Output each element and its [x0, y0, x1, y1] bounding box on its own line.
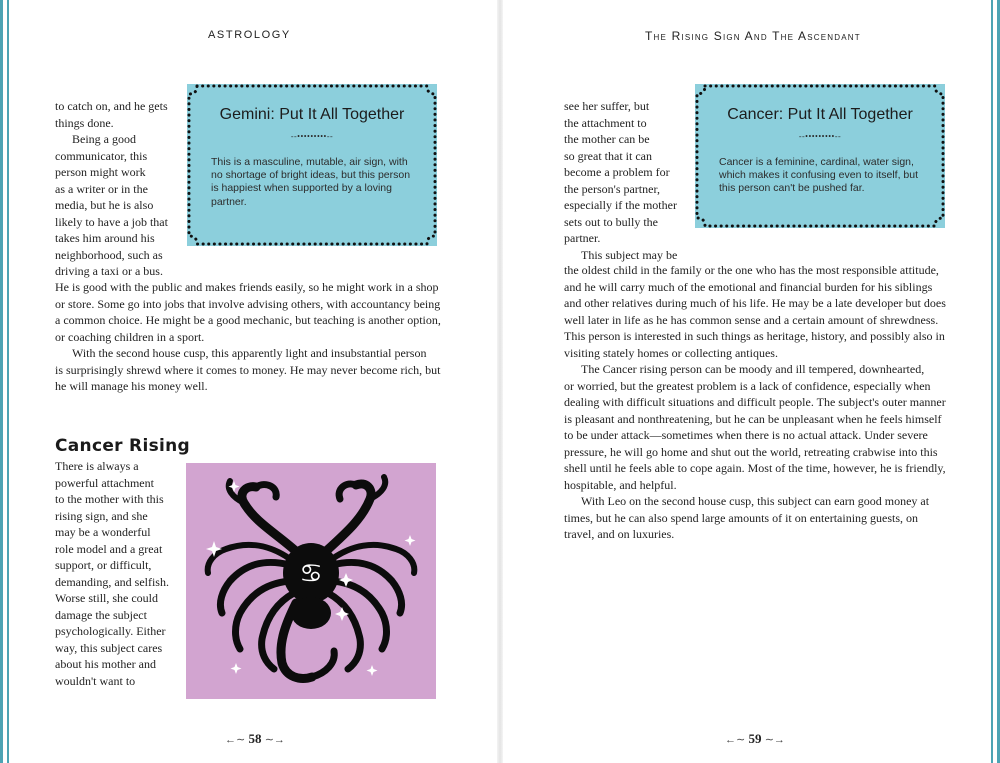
text-line: damage the subject	[55, 607, 147, 622]
page-border-right-inner	[991, 0, 993, 763]
text-line: or coaching children in a sport.	[55, 329, 205, 344]
text-line: to catch on, and he gets	[55, 99, 168, 113]
text-line: Worse still, she could	[55, 591, 159, 605]
text-line: to the mother with this	[55, 492, 164, 506]
text-line: travel, and on luxuries.	[564, 527, 675, 541]
text-line: way, this subject cares	[55, 640, 163, 655]
gemini-sidebar-box	[187, 84, 437, 246]
page-border-left-inner	[7, 0, 9, 763]
text-line: well later in life as he has common sense and a certain amount of shrewdness.	[564, 312, 939, 327]
text-line: This person is interested in such things as heritage, history, and possibly also in	[564, 329, 945, 343]
right-para-2	[564, 262, 954, 543]
folio-ornament-icon: ←∼	[725, 734, 746, 746]
folio-ornament-icon: ←∼	[225, 734, 246, 746]
text-line: There is always a	[55, 459, 139, 473]
left-para-1	[55, 98, 185, 280]
text-line: role model and a great	[55, 541, 163, 556]
text-line: a common choice. He might be a good mechanic, but teaching is another option,	[55, 313, 441, 327]
text-line: become a problem for	[564, 165, 670, 179]
text-line: the person's partner,	[564, 181, 660, 196]
text-line: may be a wonderful	[55, 525, 151, 539]
cancer-sidebar-box	[695, 84, 945, 228]
page-number: 58	[248, 731, 262, 746]
text-line: Cancer is a feminine, cardinal, water sign,	[719, 156, 914, 168]
text-line: about his mother and	[55, 657, 156, 671]
text-line: neighborhood, such as	[55, 247, 163, 262]
text-line: and other relatives during much of his life. He may be a late developer but does	[564, 296, 946, 310]
text-line: as a writer or in the	[55, 181, 148, 196]
text-line: support, or difficult,	[55, 558, 152, 572]
text-line: or worried, but the greatest problem is a lack of confidence, especially when	[564, 378, 931, 393]
text-line: communicator, this	[55, 148, 148, 163]
text-line: is surprisingly shrewd where it comes to money. He may never become rich, but	[55, 362, 441, 377]
text-line: he will manage his money well.	[55, 379, 208, 393]
text-line: is happiest when supported by a loving	[211, 182, 392, 195]
text-line: takes him around his	[55, 231, 155, 245]
text-line: This subject may be	[581, 247, 678, 262]
text-line: see her suffer, but	[564, 99, 650, 113]
text-line: The Cancer rising person can be moody and ill tempered, downhearted,	[581, 362, 925, 376]
sidebar-text	[719, 156, 933, 196]
text-line: rising sign, and she	[55, 508, 148, 523]
running-head-right: The Rising Sign And The Ascendant	[645, 29, 861, 43]
left-para-2-full	[55, 279, 445, 395]
cancer-glyph: ♋	[299, 559, 323, 589]
text-line: visiting stately homes or collecting antiques.	[564, 345, 778, 360]
book-gutter	[497, 0, 503, 763]
text-line: and he will carry much of the emotional and financial burden for his siblings	[564, 279, 933, 294]
text-line: likely to have a job that	[55, 214, 168, 229]
text-line: media, but he is also	[55, 198, 154, 212]
sidebar-ornament: --•••••••••--	[798, 132, 842, 141]
folio-ornament-icon: ∼→	[264, 734, 285, 746]
text-line: With the second house cusp, this apparently light and insubstantial person	[72, 346, 427, 360]
text-line: which makes it confusing even to itself, but	[719, 169, 919, 182]
text-line: hospitable, and helpful.	[564, 477, 677, 492]
cancer-crab-illustration-icon	[186, 463, 436, 699]
text-line: is pleasant and nonthreatening, but he can be unpleasant when he feels himself	[564, 411, 942, 426]
text-line: person might work	[55, 165, 146, 179]
text-line: psychologically. Either	[55, 624, 166, 638]
text-line: this person can't be pushed far.	[719, 182, 865, 195]
text-line: no shortage of bright ideas, but this person	[211, 169, 411, 182]
text-line: This is a masculine, mutable, air sign, with	[211, 156, 408, 168]
page-border-left	[0, 0, 3, 763]
text-line: demanding, and selfish.	[55, 574, 169, 589]
text-line: the oldest child in the family or the one who has the most responsible attitude,	[564, 263, 939, 277]
right-para-1	[564, 98, 694, 263]
text-line: pressure, he will go home and shut out the world, retreating crabwise into this	[564, 444, 938, 459]
sidebar-ornament: --•••••••••--	[290, 132, 334, 141]
sidebar-title: Gemini: Put It All Together	[219, 106, 405, 123]
text-line: things done.	[55, 115, 114, 130]
text-line: so great that it can	[564, 148, 652, 163]
text-line: partner.	[564, 231, 601, 245]
text-line: or store. Some go into jobs that involve advising others, with accountancy being	[55, 296, 441, 311]
text-line: the mother can be	[564, 132, 650, 146]
running-head-left: ASTROLOGY	[208, 29, 291, 41]
cancer-rising-para	[55, 458, 183, 689]
text-line: especially if the mother	[564, 198, 677, 212]
text-line: wouldn't want to	[55, 673, 136, 688]
text-line: With Leo on the second house cusp, this subject can earn good money at	[581, 494, 930, 508]
sidebar-title: Cancer: Put It All Together	[727, 106, 913, 123]
text-line: shell until he feels able to cope again. Most of the time, however, he is friendly,	[564, 461, 946, 475]
text-line: driving a taxi or a bus.	[55, 264, 163, 278]
text-line: dealing with difficult situations and difficult people. The subject's outer manner	[564, 395, 946, 409]
text-line: partner.	[211, 195, 247, 208]
sidebar-text	[211, 156, 421, 209]
folio-ornament-icon: ∼→	[764, 734, 785, 746]
text-line: to be under attack—sometimes when there is no actual attack. Under severe	[564, 428, 928, 442]
text-line: the attachment to	[564, 115, 647, 130]
text-line: powerful attachment	[55, 475, 154, 490]
page-number-right	[725, 731, 785, 747]
page-number-left	[225, 731, 285, 747]
text-line: times, but he can also spend large amounts of it on entertaining guests, on	[564, 510, 919, 525]
text-line: Being a good	[72, 132, 136, 146]
text-line: He is good with the public and makes friends easily, so he might work in a shop	[55, 280, 439, 294]
section-heading-cancer-rising: Cancer Rising	[55, 436, 190, 456]
page-number: 59	[748, 731, 762, 746]
cancer-crab-illustration	[186, 463, 436, 699]
text-line: sets out to bully the	[564, 214, 658, 229]
